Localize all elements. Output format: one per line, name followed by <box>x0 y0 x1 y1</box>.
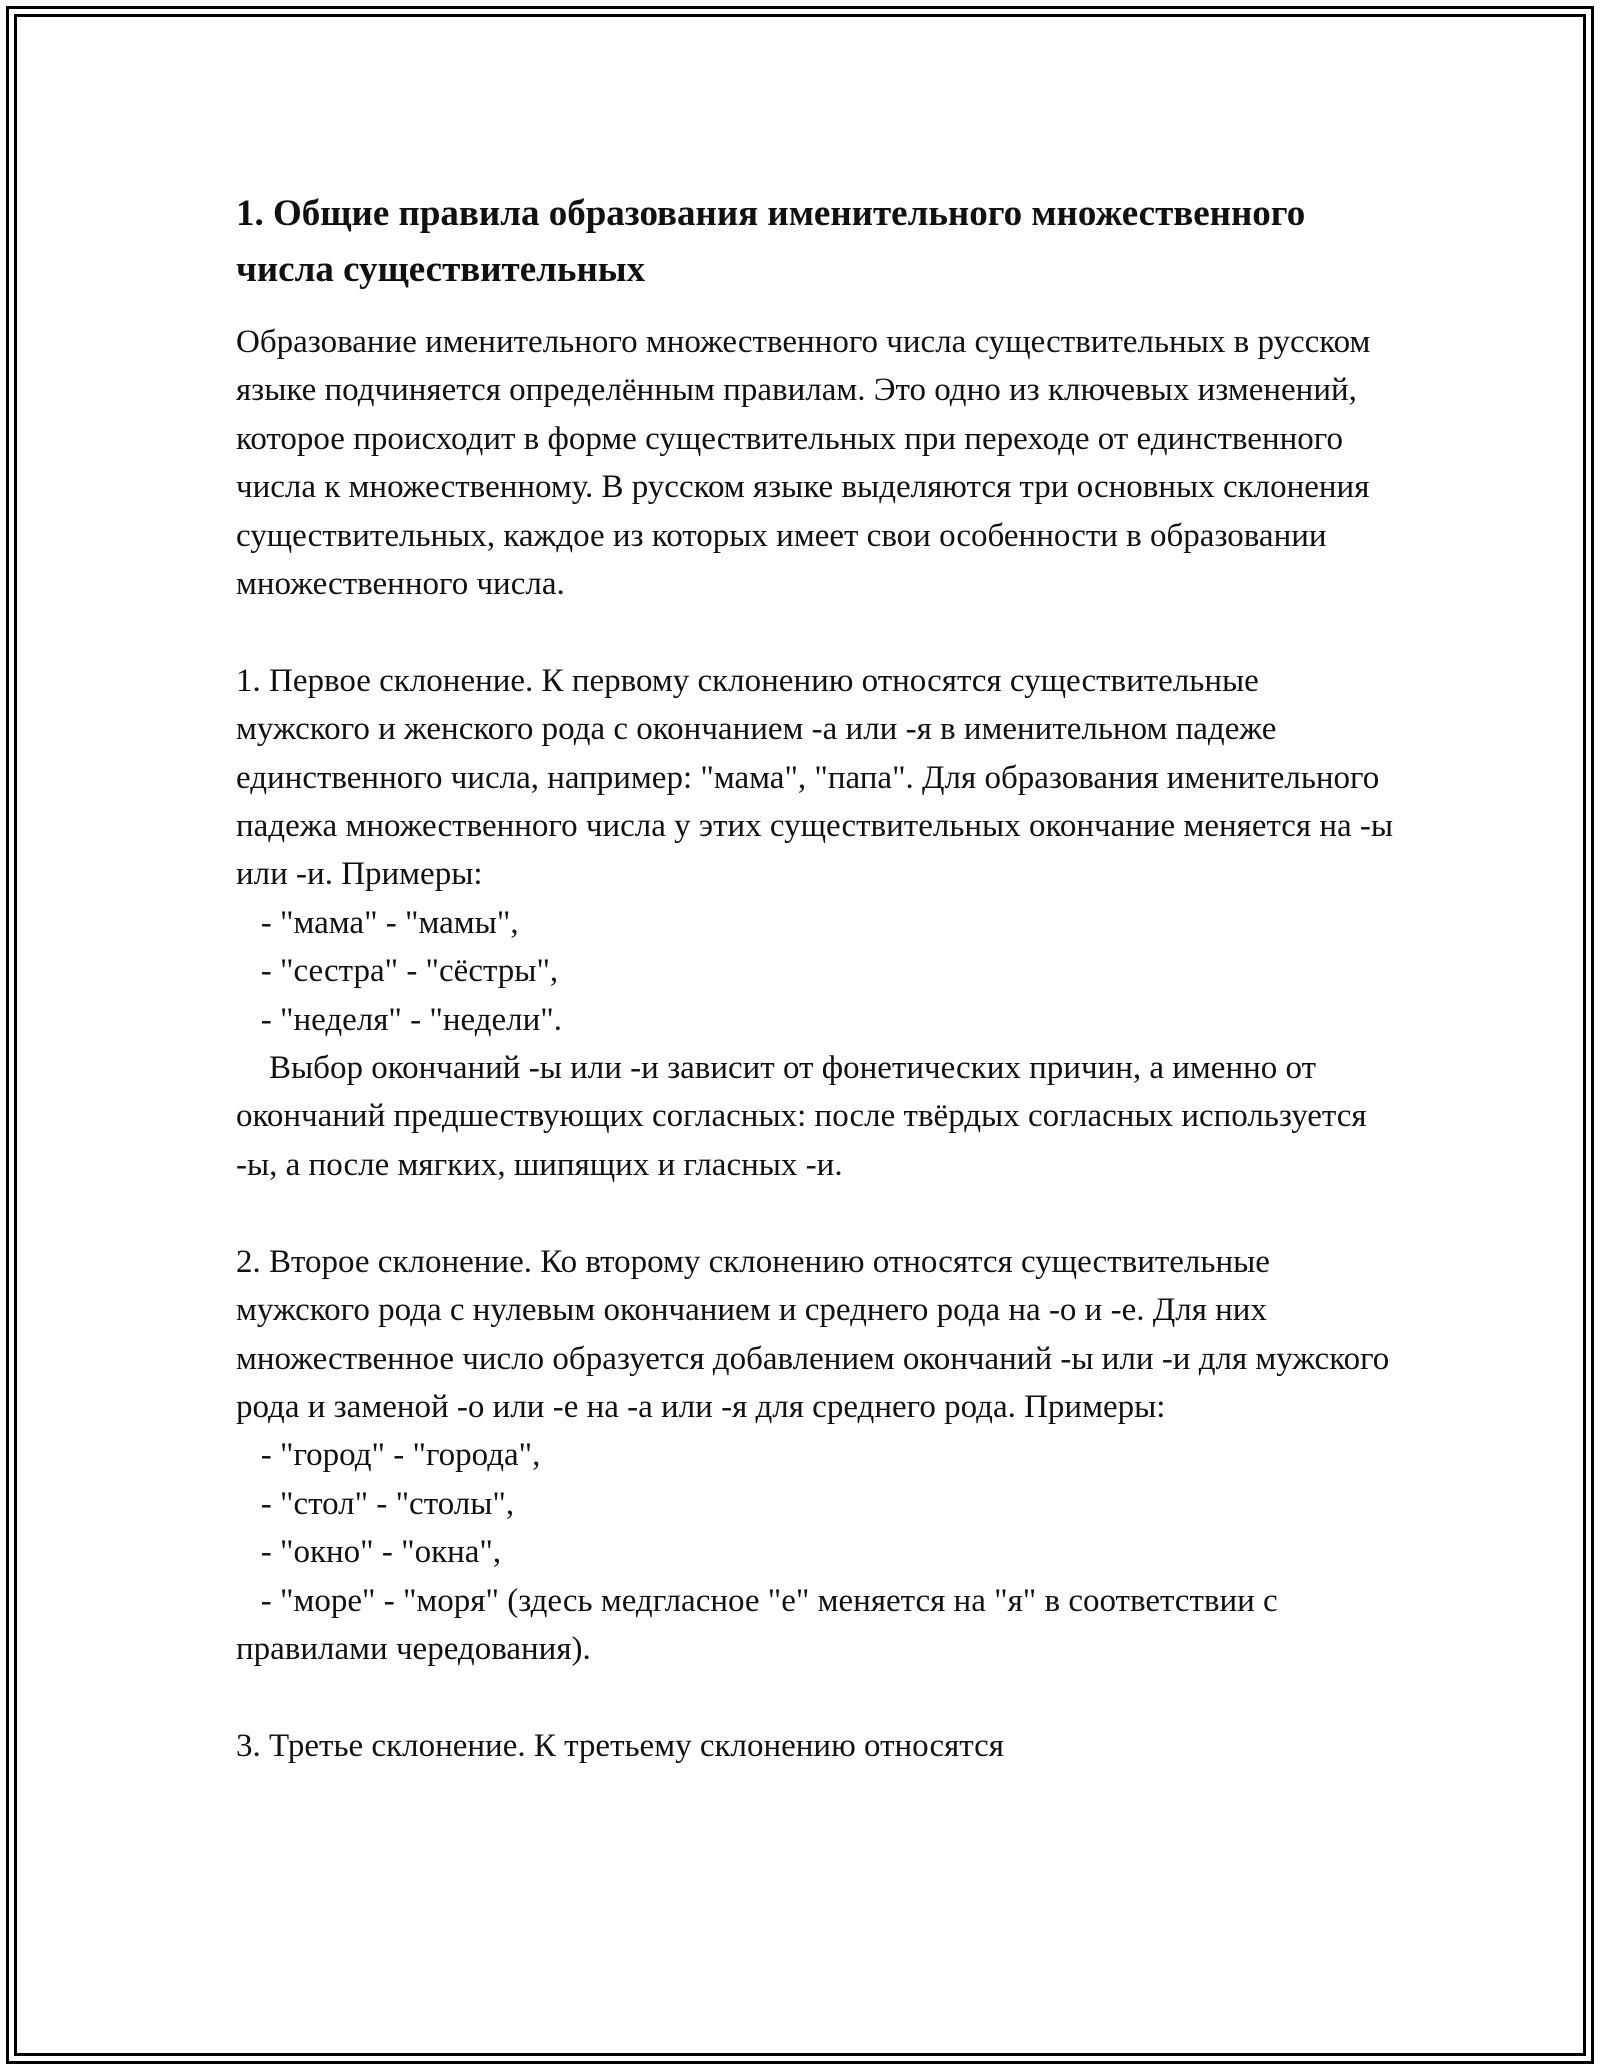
example-line: - "сестра" - "сёстры", <box>236 953 559 990</box>
example-line: - "неделя" - "недели". <box>236 1001 563 1038</box>
paragraph-gap <box>236 1673 1396 1721</box>
example-line: - "море" - "моря" (здесь медгласное "е" меняется на "я" в соответствии с правилами чередования). <box>236 1582 1286 1667</box>
section-1-text: 1. Первое склонение. К первому склонению относятся существительные мужского и женского рода с окончанием -а или -я в именительном падеже единственного числа, например: "мама", "папа". Для образования именительного падежа множественного числа у этих существительных окончание меняется на -ы или -и. Примеры: <box>236 662 1402 893</box>
paragraph-gap <box>236 1189 1396 1237</box>
page-title: 1. Общие правила образования именительного множественного числа существительных <box>236 193 1306 290</box>
document-body <box>236 186 1402 1770</box>
example-line: - "окно" - "окна", <box>236 1534 502 1571</box>
paragraph-gap <box>236 608 1396 656</box>
section-3-text: 3. Третье склонение. К третьему склонению относятся <box>236 1727 1004 1764</box>
example-line: - "стол" - "столы", <box>236 1485 515 1522</box>
section-2-text: 2. Второе склонение. Ко второму склонению относятся существительные мужского рода с нулевым окончанием и среднего рода на -о и -е. Для них множественное число образуется добавлением окончаний -ы или -и для мужского рода и заменой -о или -е на -а или -я для среднего рода. Примеры: <box>236 1243 1398 1425</box>
example-line: - "город" - "города", <box>236 1437 541 1474</box>
intro-paragraph: Образование именительного множественного числа существительных в русском языке подчиняется определённым правилам. Это одно из ключевых изменений, которое происходит в форме существительных при переходе от единственного числа к множественному. В русском языке выделяются три основных склонения существительных, каждое из которых имеет свои особенности в образовании множественного числа. <box>236 324 1379 603</box>
section-1-note: Выбор окончаний -ы или -и зависит от фонетических причин, а именно от окончаний предшествующих согласных: после твёрдых согласных используется -ы, а после мягких, шипящих и гласных -и. <box>236 1050 1375 1183</box>
example-line: - "мама" - "мамы", <box>236 904 519 941</box>
